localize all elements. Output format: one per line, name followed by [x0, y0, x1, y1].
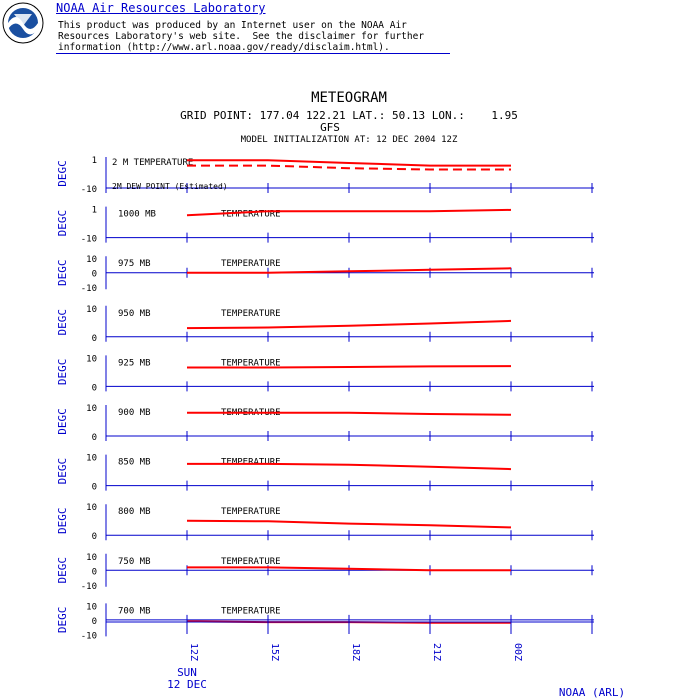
- series-label: TEMPERATURE: [221, 606, 281, 617]
- disclaimer-line: This product was produced by an Internet user on the NOAA Air: [58, 20, 407, 31]
- x-tick-label: 15Z: [269, 642, 280, 662]
- y-tick-label: 10: [86, 404, 97, 414]
- chart-model: GFS: [320, 121, 340, 134]
- y-tick-label: 10: [86, 304, 97, 315]
- y-axis-label: DEGC: [56, 408, 69, 435]
- y-tick-label: -10: [80, 631, 97, 642]
- y-tick-label: 0: [91, 269, 97, 280]
- y-axis-label: DEGC: [56, 557, 69, 584]
- y-tick-label: 1: [91, 156, 97, 166]
- y-axis-label: DEGC: [56, 457, 69, 485]
- y-axis-label: DEGC: [56, 507, 69, 534]
- org-name-link[interactable]: NOAA Air Resources Laboratory: [56, 1, 266, 15]
- disclaimer-line: Resources Laboratory's web site. See the disclaimer for further: [58, 31, 425, 42]
- credit-label: NOAA (ARL): [558, 686, 626, 699]
- panel-925-mb: [56, 354, 594, 393]
- level-label: 925 MB: [118, 358, 151, 369]
- disclaimer-line: information (http://www.arl.noaa.gov/ready/disclaim.html).: [58, 42, 390, 53]
- x-tick-label: 00Z: [512, 642, 523, 662]
- y-tick-label: -10: [80, 185, 97, 195]
- series-label: TEMPERATURE: [221, 209, 281, 220]
- level-label: 700 MB: [118, 606, 151, 617]
- series-label: TEMPERATURE: [221, 507, 281, 518]
- level-label: 950 MB: [118, 308, 151, 319]
- series-label: TEMPERATURE: [221, 358, 281, 369]
- level-label: 800 MB: [118, 507, 151, 518]
- temperature-line: [187, 321, 511, 328]
- y-tick-label: 0: [91, 433, 97, 443]
- panel-975-mb: [56, 255, 594, 294]
- y-tick-label: 10: [86, 552, 97, 563]
- y-axis-label: DEGC: [56, 309, 69, 336]
- y-tick-label: -10: [80, 234, 97, 245]
- y-tick-label: 0: [91, 616, 97, 627]
- y-tick-label: 1: [91, 205, 97, 216]
- y-axis-label: DEGC: [56, 606, 69, 634]
- y-axis-label: DEGC: [56, 160, 69, 187]
- y-tick-label: 0: [91, 567, 97, 578]
- panels-group: [56, 156, 594, 641]
- y-tick-label: -10: [80, 581, 97, 592]
- level-label: 750 MB: [118, 556, 151, 567]
- panel-900-mb: [56, 404, 594, 443]
- x-axis: [106, 612, 594, 661]
- chart-title: METEOGRAM: [311, 90, 387, 106]
- panel-surface: [56, 156, 594, 195]
- series-label: 2M DEW POINT (Estimated): [112, 182, 228, 191]
- x-tick-label: 21Z: [431, 642, 442, 662]
- chart-init: MODEL INITIALIZATION AT: 12 DEC 2004 12Z: [240, 135, 458, 145]
- y-tick-label: 0: [91, 333, 97, 344]
- level-label: 900 MB: [118, 408, 151, 418]
- series-label: 2 M TEMPERATURE: [112, 158, 194, 168]
- x-date-label: 12 DEC: [167, 678, 207, 691]
- panel-850-mb: [56, 454, 594, 493]
- series-label: TEMPERATURE: [221, 308, 281, 319]
- y-axis-label: DEGC: [56, 358, 69, 386]
- level-label: 1000 MB: [118, 209, 156, 220]
- series-label: TEMPERATURE: [221, 408, 281, 418]
- y-axis-label: DEGC: [56, 259, 69, 286]
- x-tick-label: 12Z: [188, 642, 199, 662]
- chart-gridpoint: GRID POINT: 177.04 122.21 LAT.: 50.13 LON.: 1.95: [180, 109, 518, 122]
- x-day-label: SUN: [177, 666, 197, 679]
- y-tick-label: 0: [91, 383, 97, 394]
- level-label: 975 MB: [118, 259, 151, 270]
- y-tick-label: 0: [91, 532, 97, 543]
- y-tick-label: 10: [86, 255, 97, 266]
- panel-1000-mb: [56, 206, 594, 245]
- y-tick-label: 0: [91, 482, 97, 493]
- y-tick-label: 10: [86, 602, 97, 613]
- panel-800-mb: [56, 503, 594, 542]
- level-label: 850 MB: [118, 457, 151, 468]
- panel-750-mb: [56, 553, 594, 592]
- y-tick-label: -10: [80, 284, 97, 295]
- x-tick-label: 18Z: [350, 642, 361, 662]
- y-tick-label: 10: [86, 354, 97, 365]
- series-label: TEMPERATURE: [221, 556, 281, 567]
- series-label: TEMPERATURE: [221, 259, 281, 270]
- temperature-line: [187, 521, 511, 528]
- y-axis-label: DEGC: [56, 209, 69, 237]
- series-label: TEMPERATURE: [221, 457, 281, 468]
- panel-950-mb: [56, 305, 594, 344]
- y-tick-label: 10: [86, 503, 97, 514]
- y-tick-label: 10: [86, 453, 97, 464]
